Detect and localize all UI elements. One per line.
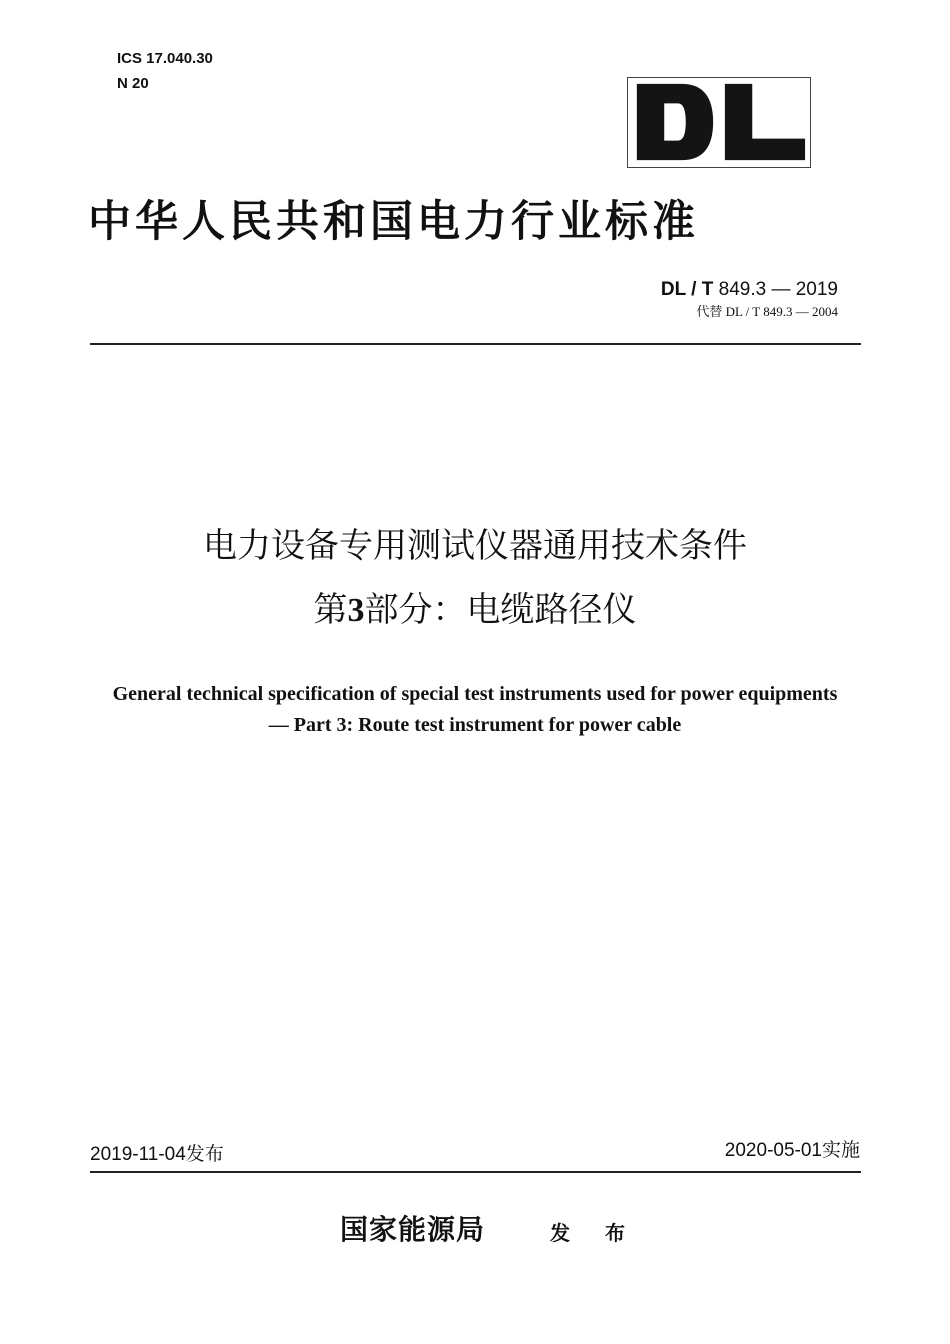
replaces-standard: 代替 DL / T 849.3 — 2004	[696, 304, 838, 319]
part-number: 3	[347, 592, 365, 629]
chinese-title-line1: 电力设备专用测试仪器通用技术条件	[203, 526, 747, 566]
implementation-date: 2020-05-01实施	[724, 1140, 860, 1161]
footer-divider	[90, 1171, 861, 1173]
part-title: 部分：电缆路径仪	[364, 590, 637, 630]
english-title-line2: — Part 3: Route test instrument for power cable	[268, 714, 682, 736]
part-prefix: 第	[313, 590, 348, 630]
ccs-code: N 20	[117, 75, 149, 92]
standard-prefix: DL / T	[660, 279, 714, 300]
english-title-line1: General technical specification of special test instruments used for power equipments	[112, 683, 838, 705]
industry-standard-title: 中华人民共和国电力行业标准	[88, 197, 699, 247]
standard-code: 849.3 — 2019	[718, 279, 838, 300]
ics-code: ICS 17.040.30	[117, 50, 213, 67]
standard-number	[661, 278, 838, 302]
chinese-title-line2	[0, 587, 950, 634]
issued-label: 发 布	[550, 1221, 639, 1245]
dl-logo	[627, 77, 811, 168]
header-divider	[90, 343, 861, 345]
issue-date: 2019-11-04发布	[90, 1144, 224, 1165]
issuing-authority: 国家能源局	[340, 1213, 486, 1246]
dl-standard-logo-icon	[628, 78, 810, 167]
